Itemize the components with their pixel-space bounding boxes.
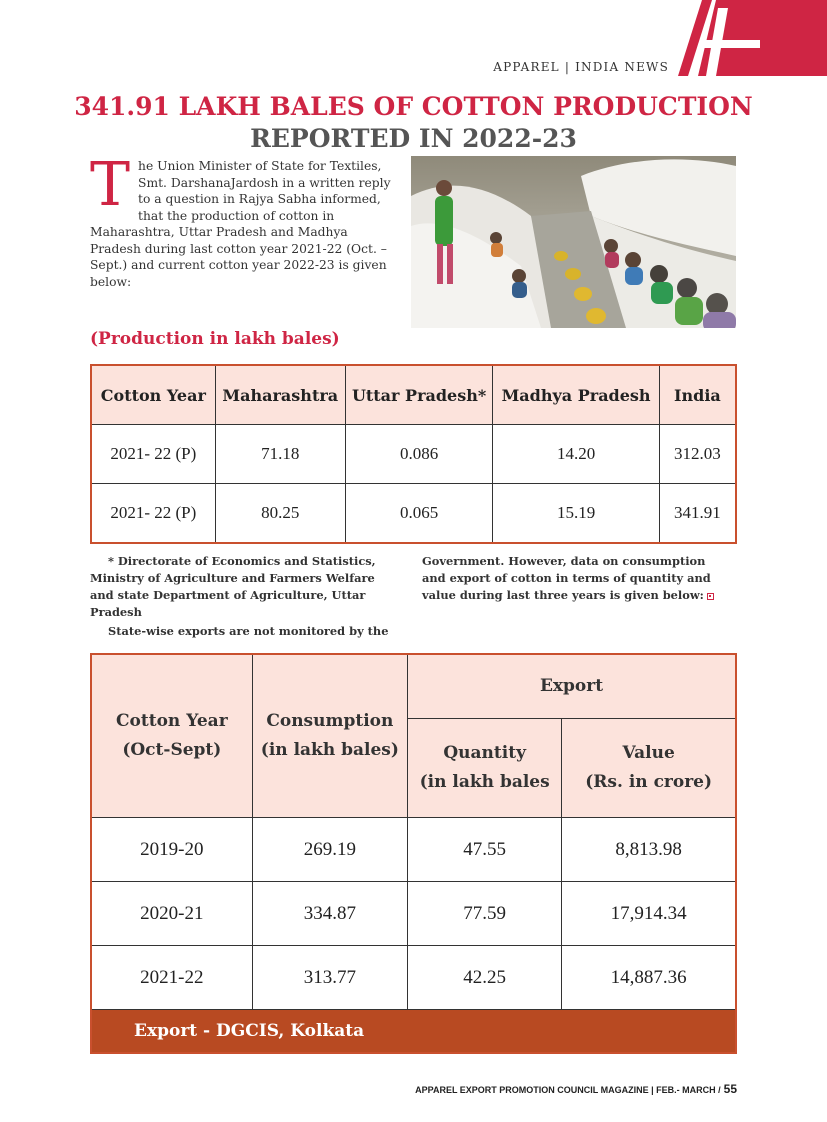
table-cell: 17,914.34 [562,882,736,946]
production-subheading: (Production in lakh bales) [90,329,340,349]
body-text-left: State-wise exports are not monitored by the [108,624,389,638]
table-cell: 313.77 [252,946,407,1010]
table-cell: 2021- 22 (P) [91,484,215,544]
table-cell: 341.91 [659,484,736,544]
table-cell: 14,887.36 [562,946,736,1010]
dropcap: T [90,150,131,220]
export-table [90,653,737,1054]
header-line: Cotton Year [116,711,228,731]
table-cell: 14.20 [493,425,660,484]
header-india: India [659,365,736,425]
table-cell: 2020-21 [91,882,252,946]
table-row [91,425,736,484]
header-cotton-year [91,654,252,818]
table-cell: 2021-22 [91,946,252,1010]
header-line: Consumption [266,711,394,731]
intro-text: he Union Minister of State for Textiles, Smt. DarshanaJardosh in a written reply to a question in Rajya Sabha informed, that the production of cotton in Maharashtra, Uttar Pradesh and Madhya Pradesh during last cotton year 2021-22 (Oct. – Sept.) and current cotton year 2022-23 is given below: [90,159,391,289]
notes-left-column [90,553,390,640]
table-cell: 312.03 [659,425,736,484]
table-cell: 80.25 [215,484,345,544]
table-header-row [91,654,736,719]
table-cell: 0.065 [345,484,492,544]
table-row [91,882,736,946]
notes-right-column [422,553,732,604]
table-cell: 71.18 [215,425,345,484]
page-footer [415,1082,737,1096]
table-cell: 334.87 [252,882,407,946]
header-line: (in lakh bales [419,772,550,792]
table-cell: 42.25 [408,946,562,1010]
header-maharashtra: Maharashtra [215,365,345,425]
end-mark-icon [707,593,714,600]
table-cell: 2019-20 [91,818,252,882]
table-header-row [91,365,736,425]
header-cotton-year: Cotton Year [91,365,215,425]
article-title-line1: 341.91 LAKH BALES OF COTTON PRODUCTION [74,92,753,121]
header-uttar-pradesh: Uttar Pradesh* [345,365,492,425]
table-cell: 15.19 [493,484,660,544]
production-table [90,364,737,544]
source-note: Export - DGCIS, Kolkata [91,1010,736,1054]
header-line: (Rs. in crore) [585,772,713,792]
table-cell: 2021- 22 (P) [91,425,215,484]
header-line: (Oct-Sept) [122,740,222,760]
table-cell: 269.19 [252,818,407,882]
section-label: APPAREL | INDIA NEWS [493,60,669,74]
header-consumption [252,654,407,818]
body-text-right: Government. However, data on consumption and export of cotton in terms of quantity and value during last three years is given below: [422,554,711,602]
page-number: 55 [723,1082,737,1096]
header-quantity [408,719,562,818]
article-intro [90,150,395,290]
table-cell: 8,813.98 [562,818,736,882]
magazine-name: APPAREL EXPORT PROMOTION COUNCIL MAGAZINE | FEB.- MARCH / [415,1085,721,1095]
table-cell: 47.55 [408,818,562,882]
header-value [562,719,736,818]
article-title-line2: REPORTED IN 2022-23 [250,124,577,153]
cotton-workers-photo [411,156,736,328]
source-row [91,1010,736,1054]
header-line: (in lakh bales) [260,740,399,760]
header-line: Value [622,743,675,763]
table-row [91,484,736,544]
header-line: Quantity [443,743,526,763]
header-export: Export [408,654,736,719]
table-row [91,946,736,1010]
table-cell: 0.086 [345,425,492,484]
table-row [91,818,736,882]
magazine-logo-icon [670,0,827,76]
footnote: * Directorate of Economics and Statistics, Ministry of Agriculture and Farmers Welfare and state Department of Agriculture, Uttar Pradesh [90,554,376,619]
table-cell: 77.59 [408,882,562,946]
header-madhya-pradesh: Madhya Pradesh [493,365,660,425]
